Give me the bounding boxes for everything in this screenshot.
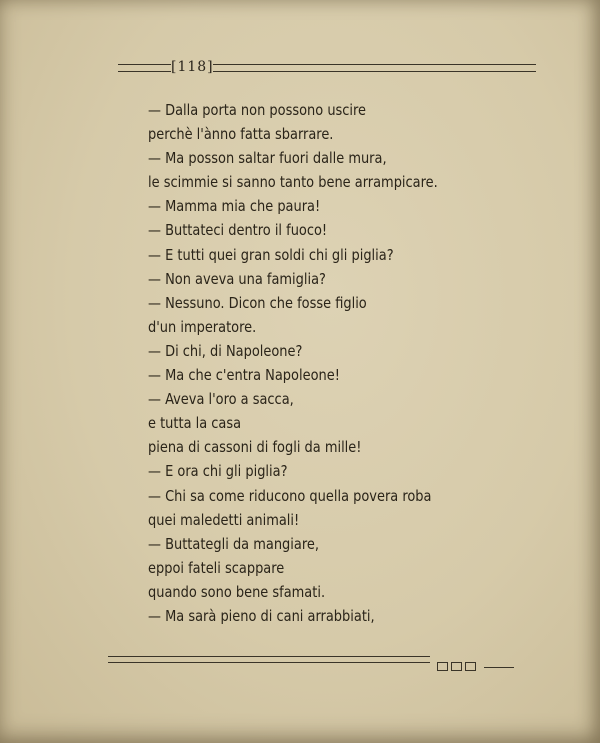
text-line: — Dalla porta non possono uscire bbox=[148, 101, 367, 119]
text-line: eppoi fateli scappare bbox=[148, 558, 285, 577]
text-line: — Nessuno. Dicon che fosse figlio bbox=[148, 293, 367, 312]
text-line: — Ma che c'entra Napoleone! bbox=[148, 366, 340, 385]
text-line: d'un imperatore. bbox=[148, 317, 257, 336]
text-line: perchè l'ànno fatta sbarrare. bbox=[148, 125, 334, 144]
text-line: — E tutti quei gran soldi chi gli piglia? bbox=[148, 245, 394, 264]
text-line: — E ora chi gli piglia? bbox=[148, 462, 288, 481]
ornament-square bbox=[465, 662, 476, 671]
text-line: piena di cassoni di fogli da mille! bbox=[148, 438, 362, 457]
page-number: [118] bbox=[171, 59, 214, 75]
footer-rule bbox=[108, 656, 430, 663]
footer-ornament bbox=[437, 662, 483, 674]
text-line: — Non aveva una famiglia? bbox=[148, 269, 326, 288]
text-line: e tutta la casa bbox=[148, 414, 242, 433]
text-line: — Chi sa come riducono quella povera roba bbox=[148, 486, 432, 505]
text-line: — Ma posson saltar fuori dalle mura, bbox=[148, 149, 387, 168]
text-line: — Buttategli da mangiare, bbox=[148, 534, 319, 553]
ornament-square bbox=[437, 662, 448, 671]
ornament-square bbox=[451, 662, 462, 671]
header-rule-left bbox=[118, 64, 171, 72]
text-line: quei maledetti animali! bbox=[148, 510, 300, 529]
poem-text bbox=[148, 98, 520, 628]
text-line: — Di chi, di Napoleone? bbox=[148, 341, 303, 360]
text-line: le scimmie si sanno tanto bene arrampicare. bbox=[148, 173, 438, 192]
text-line: — Aveva l'oro a sacca, bbox=[148, 390, 294, 409]
text-line: — Buttateci dentro il fuoco! bbox=[148, 221, 328, 240]
text-line: — Ma sarà pieno di cani arrabbiati, bbox=[148, 606, 375, 625]
header-rule-right bbox=[213, 64, 536, 72]
text-line: — Mamma mia che paura! bbox=[148, 197, 321, 216]
text-line: quando sono bene sfamati. bbox=[148, 582, 326, 601]
footer-rule-tail bbox=[484, 667, 514, 668]
